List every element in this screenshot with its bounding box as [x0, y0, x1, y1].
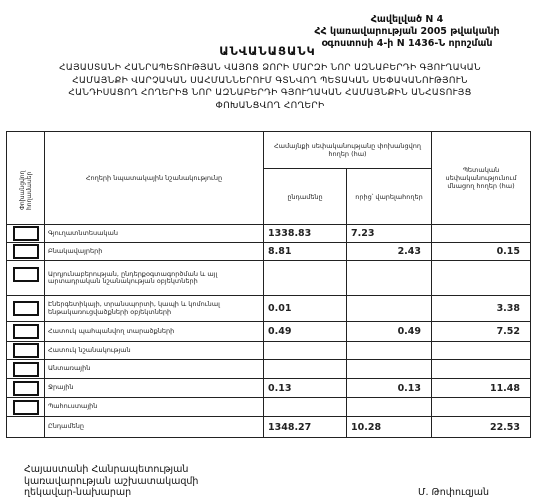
- row-arable: [347, 360, 432, 379]
- row-arable: 2.43: [347, 243, 432, 261]
- row-total: [264, 261, 347, 296]
- signatory-name: Մ. Թոփուզյան: [418, 487, 490, 498]
- row-arable: [347, 398, 432, 417]
- row-checkbox[interactable]: [13, 381, 39, 396]
- row-arable: 7.23: [347, 225, 432, 243]
- signatory-title: [24, 464, 198, 499]
- total-row: [7, 417, 531, 438]
- row-checkbox[interactable]: [13, 226, 39, 241]
- signatory-line: Հայաստանի Հանրապետության: [24, 464, 189, 475]
- row-label: Ջրային: [45, 379, 264, 398]
- row-checkbox[interactable]: [13, 343, 39, 358]
- row-label: Հատուկ պահպանվող տարածքների: [45, 322, 264, 342]
- row-label: Անտառային: [45, 360, 264, 379]
- subtitle-line: ՓՈԽԱՆՑՎՈՂ ՀՈՂԵՐԻ: [215, 100, 325, 111]
- row-label: Արդյունաբերության, ընդերքօգտագործման և այլ արտադրական նշանակության օբյեկտների: [45, 261, 264, 296]
- row-arable: [347, 296, 432, 322]
- land-table: [6, 131, 531, 438]
- table-row: [7, 225, 531, 243]
- row-total: 0.49: [264, 322, 347, 342]
- total-arable: 10.28: [347, 417, 432, 438]
- row-total: 0.13: [264, 379, 347, 398]
- row-total: [264, 342, 347, 360]
- subtitle: [20, 62, 520, 112]
- header-total: ընդամենը: [264, 169, 347, 225]
- annex-decision-line: ՀՀ կառավարության 2005 թվականի: [314, 26, 500, 37]
- row-remaining: [432, 342, 531, 360]
- total-value: 1348.27: [264, 417, 347, 438]
- row-label: Գյուղատնտեսական: [45, 225, 264, 243]
- annex-number: Հավելված N 4: [370, 14, 444, 25]
- row-total: 8.81: [264, 243, 347, 261]
- table-row: [7, 360, 531, 379]
- header-remaining: Պետական սեփականությունում մնացող հողեր (հա): [432, 132, 531, 225]
- header-category: Հողերի նպատակային նշանակությունը: [45, 132, 264, 225]
- row-remaining: 3.38: [432, 296, 531, 322]
- header-transfer-col: [7, 132, 45, 225]
- row-total: 1338.83: [264, 225, 347, 243]
- row-checkbox[interactable]: [13, 362, 39, 377]
- row-arable: 0.49: [347, 322, 432, 342]
- row-checkbox[interactable]: [13, 301, 39, 316]
- row-arable: [347, 261, 432, 296]
- row-checkbox[interactable]: [13, 244, 39, 259]
- signatory-line: կառավարության աշխատակազմի: [24, 475, 199, 487]
- row-checkbox[interactable]: [13, 324, 39, 339]
- header-transfer-group: Համայնքի սեփականությանը փոխանցվող հողեր (հա): [264, 132, 432, 169]
- row-total: 0.01: [264, 296, 347, 322]
- row-total: [264, 398, 347, 417]
- table-row: [7, 261, 531, 296]
- header-arable: որից՝ վարելահողեր: [347, 169, 432, 225]
- row-remaining: 7.52: [432, 322, 531, 342]
- row-arable: [347, 342, 432, 360]
- row-total: [264, 360, 347, 379]
- row-remaining: [432, 225, 531, 243]
- row-checkbox[interactable]: [13, 400, 39, 415]
- table-row: [7, 342, 531, 360]
- table-row: [7, 243, 531, 261]
- row-checkbox[interactable]: [13, 267, 39, 282]
- row-remaining: 0.15: [432, 243, 531, 261]
- total-label: Ընդամենը: [45, 417, 264, 438]
- row-remaining: 11.48: [432, 379, 531, 398]
- row-label: Էներգետիկայի, տրանսպորտի, կապի և կոմունալ ենթակառուցվածքների օբյեկտների: [45, 296, 264, 322]
- subtitle-line: ՀԱՄԱՅՆՔԻ ՎԱՐՉԱԿԱՆ ՍԱՀՄԱՆՆԵՐՈՒՄ ԳՏՆՎՈՂ ՊԵՏԱԿԱՆ ՍԵՓԱԿԱՆՈՒԹՅՈՒՆ: [72, 75, 468, 86]
- table-row: [7, 398, 531, 417]
- page-title: ԱՆՎԱՆԱՑԱՆԿ: [219, 44, 316, 58]
- row-remaining: [432, 398, 531, 417]
- annex-date-line: օգոստոսի 4-ի N 1436-Ն որոշման: [321, 38, 493, 49]
- subtitle-line: ՀԱՅԱՍՏԱՆԻ ՀԱՆՐԱՊԵՏՈՒԹՅԱՆ ՎԱՅՈՑ ՁՈՐԻ ՄԱՐԶԻ ՆՈՐ ԱԶՆԱԲԵՐԴԻ ԳՅՈՒՂԱԿԱՆ: [59, 63, 481, 73]
- total-remaining: 22.53: [432, 417, 531, 438]
- table-row: [7, 379, 531, 398]
- subtitle-line: ՀԱՆԴԻՍԱՑՈՂ ՀՈՂԵՐԻՑ ՆՈՐ ԱԶՆԱԲԵՐԴԻ ԳՅՈՒՂԱԿԱՆ ՀԱՄԱՅՆՔԻՆ ԱՆՀԱՏՈՒՅՑ: [68, 88, 472, 98]
- row-label: Բնակավայրերի: [45, 243, 264, 261]
- row-remaining: [432, 360, 531, 379]
- row-remaining: [432, 261, 531, 296]
- signatory-line: ղեկավար-նախարար: [24, 487, 132, 498]
- table-row: [7, 296, 531, 322]
- row-label: Պահուստային: [45, 398, 264, 417]
- table-row: [7, 322, 531, 342]
- header-transfer-label: Փոխանցվող հողամասեր: [18, 170, 33, 210]
- row-label: Հատուկ նշանակության: [45, 342, 264, 360]
- row-arable: 0.13: [347, 379, 432, 398]
